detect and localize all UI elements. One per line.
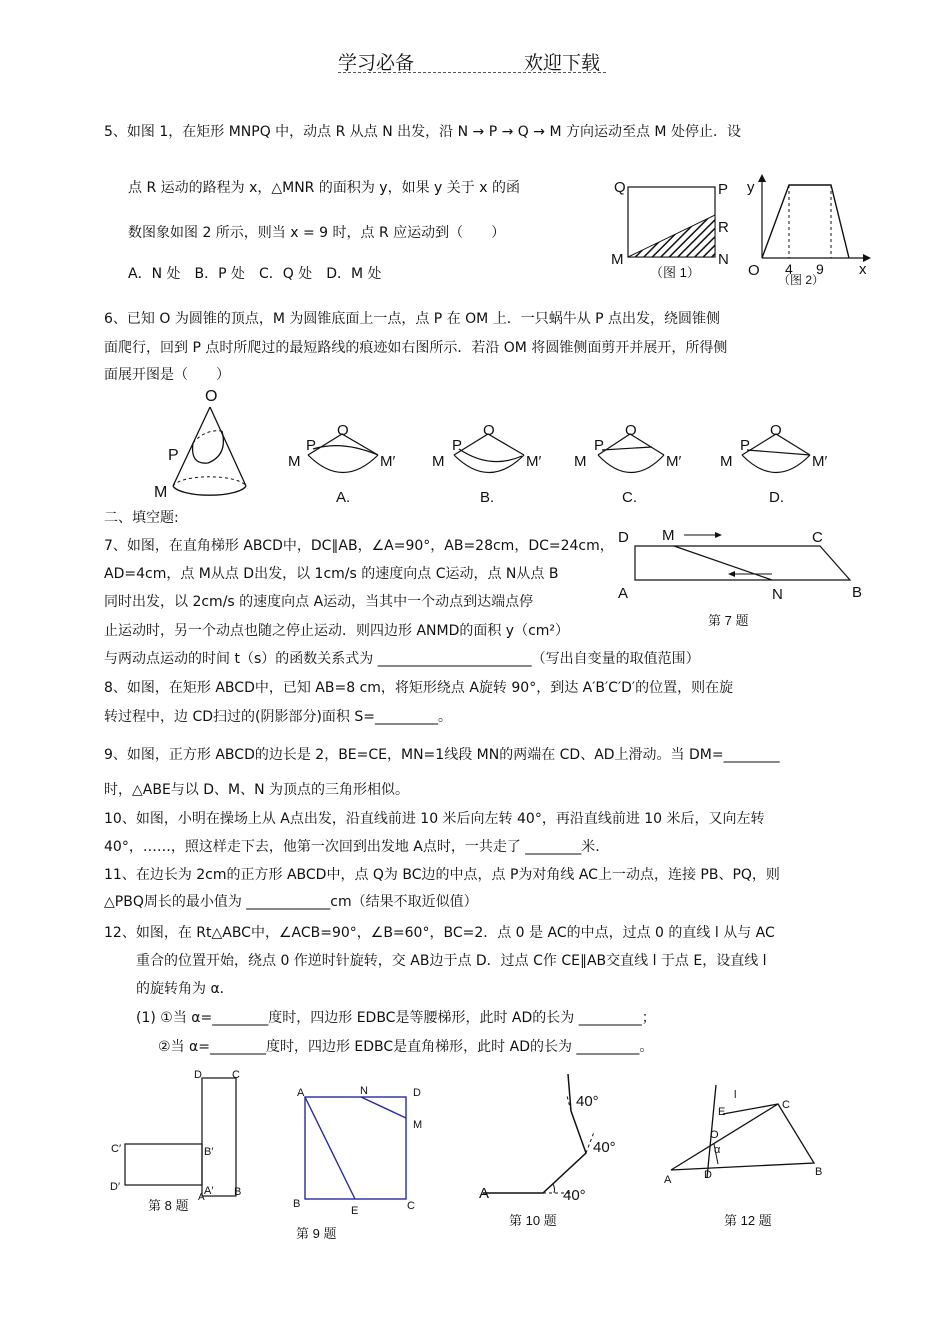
fig2-tick-9: 9 xyxy=(816,261,824,277)
q5-figure-2 xyxy=(745,172,875,290)
svg-text:O: O xyxy=(625,422,637,439)
svg-text:O: O xyxy=(483,422,495,439)
q7-figure xyxy=(612,522,872,634)
q6-option-b xyxy=(428,418,558,508)
header-left: 学习必备 xyxy=(338,52,415,74)
svg-text:M′: M′ xyxy=(526,453,542,470)
svg-text:C′: C′ xyxy=(111,1143,122,1155)
fig2-caption: （图 2） xyxy=(778,273,825,287)
cone-label-P: P xyxy=(168,447,179,464)
q8-line2: 转过程中，边 CD扫过的(阴影部分)面积 S=_________。 xyxy=(104,709,452,725)
svg-text:E: E xyxy=(351,1205,359,1217)
q11-line1: 11、在边长为 2cm的正方形 ABCD中，点 Q为 BC边的中点，点 P为对角线 AC上一动点，连接 PB、PQ，则 xyxy=(104,867,780,883)
svg-text:B: B xyxy=(852,584,863,601)
svg-text:P: P xyxy=(740,437,751,454)
svg-text:P: P xyxy=(452,437,463,454)
fig1-label-M: M xyxy=(611,251,624,268)
svg-text:B: B xyxy=(234,1186,242,1198)
header-right: 欢迎下载 xyxy=(524,52,601,74)
svg-text:C: C xyxy=(407,1200,415,1212)
q5-options: A．N 处 B．P 处 C．Q 处 D．M 处 xyxy=(128,266,382,282)
fig1-label-Q: Q xyxy=(614,179,626,196)
svg-text:第 9 题: 第 9 题 xyxy=(296,1226,337,1241)
svg-text:C: C xyxy=(232,1069,240,1081)
svg-text:P: P xyxy=(306,437,317,454)
fig2-label-y: y xyxy=(747,179,755,196)
fig1-label-P: P xyxy=(718,181,729,198)
q5-line1: 5、如图 1，在矩形 MNPQ 中，动点 R 从点 N 出发，沿 N → P → Q → M 方向运动至点 M 处停止．设 xyxy=(104,124,741,140)
svg-text:M: M xyxy=(720,453,733,470)
svg-text:N: N xyxy=(772,586,783,603)
svg-text:D: D xyxy=(194,1069,202,1081)
svg-text:D: D xyxy=(618,529,629,546)
q11-line2: △PBQ周长的最小值为 ____________cm（结果不取近似值） xyxy=(104,894,478,910)
fig2-label-x: x xyxy=(859,261,867,278)
q5-figure-1 xyxy=(605,176,745,286)
q12-line1: 12、如图，在 Rt△ABC中，∠ACB=90°，∠B=60°，BC=2．点 0 是 AC的中点，过点 0 的直线 l 从与 AC xyxy=(104,925,775,941)
header-underline xyxy=(338,72,606,73)
svg-text:M: M xyxy=(432,453,445,470)
fig1-caption: （图 1） xyxy=(650,265,700,280)
fig1-label-N: N xyxy=(718,251,729,268)
q6-option-a xyxy=(282,418,412,508)
svg-text:A: A xyxy=(664,1174,672,1186)
svg-text:N: N xyxy=(360,1085,368,1097)
svg-text:B: B xyxy=(815,1166,823,1178)
svg-text:40°: 40° xyxy=(593,1139,616,1156)
svg-text:E: E xyxy=(718,1106,726,1118)
svg-text:A: A xyxy=(479,1185,490,1202)
svg-text:D: D xyxy=(413,1087,421,1099)
q8-figure xyxy=(106,1066,256,1218)
q6-line1: 6、已知 O 为圆锥的顶点，M 为圆锥底面上一点，点 P 在 OM 上．一只蜗牛从 P 点出发，绕圆锥侧 xyxy=(104,311,721,327)
svg-text:B′: B′ xyxy=(204,1146,214,1158)
svg-text:40°: 40° xyxy=(576,1093,599,1110)
svg-text:B: B xyxy=(293,1198,301,1210)
svg-text:40°: 40° xyxy=(563,1187,586,1204)
svg-text:C: C xyxy=(782,1099,790,1111)
q10-line2: 40°，……，照这样走下去，他第一次回到出发地 A点时，一共走了 ________米. xyxy=(104,839,600,855)
svg-text:B.: B. xyxy=(480,489,495,506)
q6-line2: 面爬行，回到 P 点时所爬过的最短路线的痕迹如右图所示．若沿 OM 将圆锥侧面剪开并展开，所得侧 xyxy=(104,340,728,356)
q7-line1: 7、如图，在直角梯形 ABCD中，DC∥AB，∠A=90°，AB=28cm，DC=24cm， xyxy=(104,538,614,554)
svg-text:α: α xyxy=(714,1144,721,1156)
q9-line1: 9、如图，正方形 ABCD的边长是 2，BE=CE，MN=1线段 MN的两端在 CD、AD上滑动。当 DM=________ xyxy=(104,747,780,763)
q10-figure xyxy=(476,1070,616,1230)
svg-text:M: M xyxy=(574,453,587,470)
q6-option-c xyxy=(570,418,700,508)
q8-line1: 8、如图，在矩形 ABCD中，已知 AB=8 cm，将矩形绕点 A旋转 90°，到达 A′B′C′D′的位置，则在旋 xyxy=(104,680,734,696)
svg-text:第 12 题: 第 12 题 xyxy=(724,1213,772,1228)
q9-figure xyxy=(290,1080,430,1244)
svg-text:D.: D. xyxy=(769,489,784,506)
q7-line3: 同时出发，以 2cm/s 的速度向点 A运动，当其中一个动点到达端点停 xyxy=(104,594,534,610)
q12-figure xyxy=(652,1080,832,1230)
svg-text:O: O xyxy=(710,1129,719,1141)
svg-text:A: A xyxy=(618,585,629,602)
svg-text:M: M xyxy=(288,453,301,470)
svg-text:C.: C. xyxy=(622,489,637,506)
q12-line3: 的旋转角为 α． xyxy=(136,981,234,997)
svg-text:D′: D′ xyxy=(110,1181,121,1193)
fig1-label-R: R xyxy=(718,219,729,236)
svg-text:M′: M′ xyxy=(666,453,682,470)
q6-line3: 面展开图是（ ） xyxy=(104,367,230,383)
q12-line5: ②当 α=________度时，四边形 EDBC是直角梯形，此时 AD的长为 _________。 xyxy=(158,1039,654,1055)
q7-line5: 与两动点运动的时间 t（s）的函数关系式为 ______________________（写出自变量的取值范围） xyxy=(104,651,700,667)
fig2-label-O: O xyxy=(748,262,760,279)
section-title: 二、填空题: xyxy=(104,510,179,526)
svg-text:A: A xyxy=(297,1087,305,1099)
q5-line2: 点 R 运动的路程为 x，△MNR 的面积为 y，如果 y 关于 x 的函 xyxy=(128,180,520,196)
q12-line4: (1) ①当 α=________度时，四边形 EDBC是等腰梯形，此时 AD的长为 _________； xyxy=(136,1010,656,1026)
q10-line1: 10、如图，小明在操场上从 A点出发，沿直线前进 10 米后向左转 40°，再沿直线前进 10 米后，又向左转 xyxy=(104,811,765,827)
svg-text:A′: A′ xyxy=(204,1185,214,1197)
q12-line2: 重合的位置开始，绕点 0 作逆时针旋转，交 AB边于点 D．过点 C作 CE∥AB交直线 l 于点 E，设直线 l xyxy=(136,953,767,969)
svg-text:O: O xyxy=(770,422,782,439)
svg-text:D: D xyxy=(704,1169,712,1181)
q7-line4: 止运动时，另一个动点也随之停止运动．则四边形 ANMD的面积 y（cm²） xyxy=(104,623,570,639)
cone-label-M: M xyxy=(154,484,168,501)
svg-text:A.: A. xyxy=(336,489,351,506)
svg-text:A: A xyxy=(198,1192,205,1203)
svg-text:P: P xyxy=(594,437,605,454)
q9-line2: 时，△ABE与以 D、M、N 为顶点的三角形相似。 xyxy=(104,782,410,798)
svg-text:M′: M′ xyxy=(812,453,828,470)
q5-line3: 数图象如图 2 所示，则当 x = 9 时，点 R 应运动到（ ） xyxy=(128,225,506,241)
svg-text:第 7 题: 第 7 题 xyxy=(708,613,749,628)
fig2-tick-4: 4 xyxy=(785,261,793,277)
q7-line2: AD=4cm，点 M从点 D出发，以 1cm/s 的速度向点 C运动，点 N从点 B xyxy=(104,566,559,582)
svg-text:第 10 题: 第 10 题 xyxy=(509,1213,557,1228)
svg-text:第 8 题: 第 8 题 xyxy=(148,1198,189,1213)
svg-text:l: l xyxy=(734,1089,737,1101)
svg-text:O: O xyxy=(337,422,349,439)
cone-label-O: O xyxy=(205,388,218,405)
q6-option-d xyxy=(714,418,844,508)
q6-cone-figure xyxy=(150,385,260,505)
svg-text:M′: M′ xyxy=(380,453,396,470)
svg-text:C: C xyxy=(812,529,823,546)
svg-text:M: M xyxy=(662,527,675,544)
svg-text:M: M xyxy=(413,1119,423,1131)
